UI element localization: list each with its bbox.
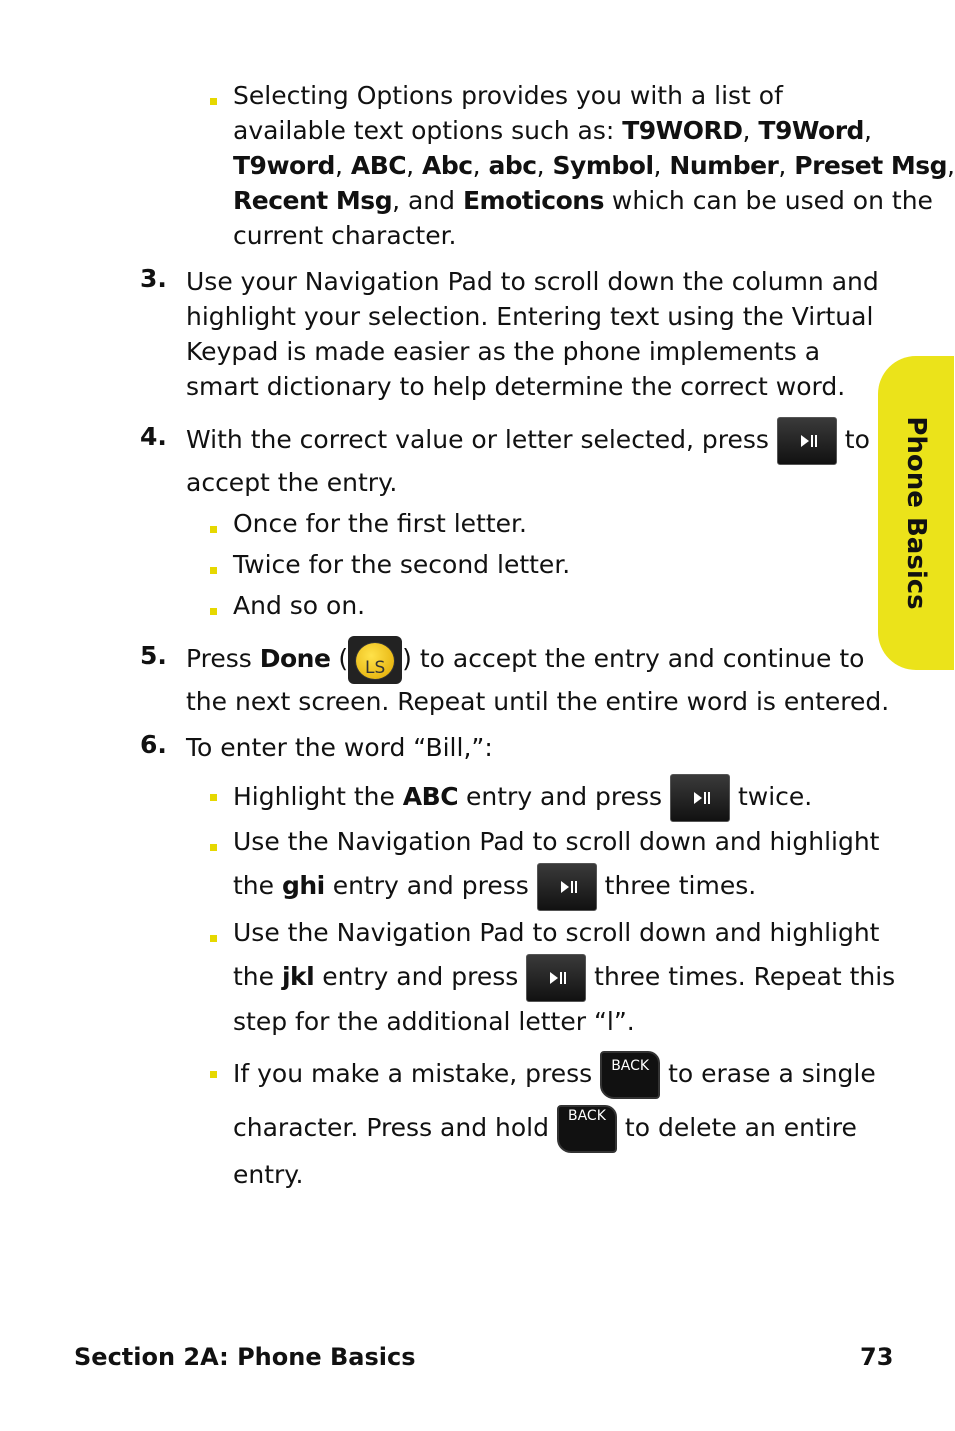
bullet-marker [210, 844, 217, 851]
text-line: Highlight the ABC entry and press twice. [233, 773, 868, 822]
text-line: Selecting Options provides you with a list of [233, 81, 783, 110]
step-4-bullet [140, 588, 868, 623]
text-line: Keypad is made easier as the phone implements a [186, 337, 821, 366]
option-recent-msg: Recent Msg [233, 186, 393, 215]
text-line: Use your Navigation Pad to scroll down the column and [186, 267, 879, 296]
text-line: character. Press and hold BACK to delete an entire [233, 1099, 868, 1157]
step-4-bullet [140, 506, 868, 541]
option-symbol: Symbol [552, 151, 654, 180]
text-line: T9word, ABC, Abc, abc, Symbol, Number, Preset Msg, [233, 151, 955, 180]
bullet-marker [210, 608, 217, 615]
footer-section: Section 2A: Phone Basics [74, 1343, 416, 1371]
option-preset-msg: Preset Msg [794, 151, 948, 180]
step-number: 5. [140, 641, 167, 670]
bullet-marker [210, 567, 217, 574]
text-line: With the correct value or letter selected, press to [186, 416, 868, 465]
text-line: Once for the first letter. [233, 509, 527, 538]
text-line: Use the Navigation Pad to scroll down and highlight [233, 827, 880, 856]
option-t9word-lower: T9word [233, 151, 335, 180]
play-pause-icon [778, 418, 836, 464]
step-3 [140, 264, 879, 404]
play-pause-icon [538, 864, 596, 910]
back-button [557, 1105, 617, 1153]
text-line: smart dictionary to help determine the correct word. [186, 372, 846, 401]
back-label: BACK [611, 1058, 650, 1074]
text-line: step for the additional letter “l”. [233, 1007, 635, 1036]
text-line: the ghi entry and press three times. [233, 859, 868, 913]
side-tab [878, 356, 954, 670]
page-number: 73 [860, 1343, 894, 1371]
text-line: the next screen. Repeat until the entire word is entered. [186, 687, 890, 716]
bullet-marker [210, 98, 217, 105]
back-label: BACK [568, 1108, 606, 1124]
done-label: Done [259, 644, 331, 673]
option-abc-upper: ABC [350, 151, 407, 180]
text-line: accept the entry. [186, 468, 398, 497]
step-number: 4. [140, 422, 167, 451]
option-abc-title: Abc [422, 151, 473, 180]
text-line: the jkl entry and press three times. Repeat this [233, 950, 868, 1004]
option-t9word-upper: T9WORD [622, 116, 743, 145]
text-line: If you make a mistake, press BACK to erase a single [233, 1049, 868, 1099]
play-pause-icon [527, 955, 585, 1001]
step-4 [140, 416, 868, 500]
step-4-bullet [140, 547, 868, 582]
option-number: Number [669, 151, 779, 180]
step-6-bullet [140, 824, 880, 913]
step-6 [140, 730, 868, 765]
text-line: And so on. [233, 591, 366, 620]
left-softkey-button [348, 636, 402, 684]
text-line: To enter the word “Bill,”: [186, 733, 493, 762]
play-pause-icon [671, 775, 729, 821]
play-pause-button [526, 954, 586, 1002]
step-6-bullet [140, 1049, 876, 1192]
text-line: highlight your selection. Entering text using the Virtual [186, 302, 874, 331]
step-5 [140, 635, 890, 719]
step-6-bullet [140, 915, 896, 1039]
play-pause-button [777, 417, 837, 465]
text-line: Press Done ( LS ) to accept the entry and continue to [186, 635, 868, 684]
text-line: entry. [233, 1160, 304, 1189]
softkey-label: LS [365, 658, 386, 678]
option-abc-lower: abc [488, 151, 537, 180]
text-line: available text options such as: T9WORD, T9Word, [233, 116, 872, 145]
play-pause-button [670, 774, 730, 822]
text-line: Twice for the second letter. [233, 550, 571, 579]
step-number: 6. [140, 730, 167, 759]
text-line: Use the Navigation Pad to scroll down and highlight [233, 918, 880, 947]
bullet-marker [210, 1071, 217, 1078]
side-tab-label: Phone Basics [901, 416, 931, 610]
bullet-marker [210, 526, 217, 533]
option-emoticons: Emoticons [462, 186, 604, 215]
option-t9word-title: T9Word [758, 116, 864, 145]
step-number: 3. [140, 264, 167, 293]
bullet-marker [210, 794, 217, 801]
text-line: current character. [233, 221, 457, 250]
options-bullet [140, 78, 955, 253]
step-6-bullet [140, 773, 868, 822]
play-pause-button [537, 863, 597, 911]
text-line: Recent Msg, and Emoticons which can be used on the [233, 186, 933, 215]
bullet-marker [210, 935, 217, 942]
